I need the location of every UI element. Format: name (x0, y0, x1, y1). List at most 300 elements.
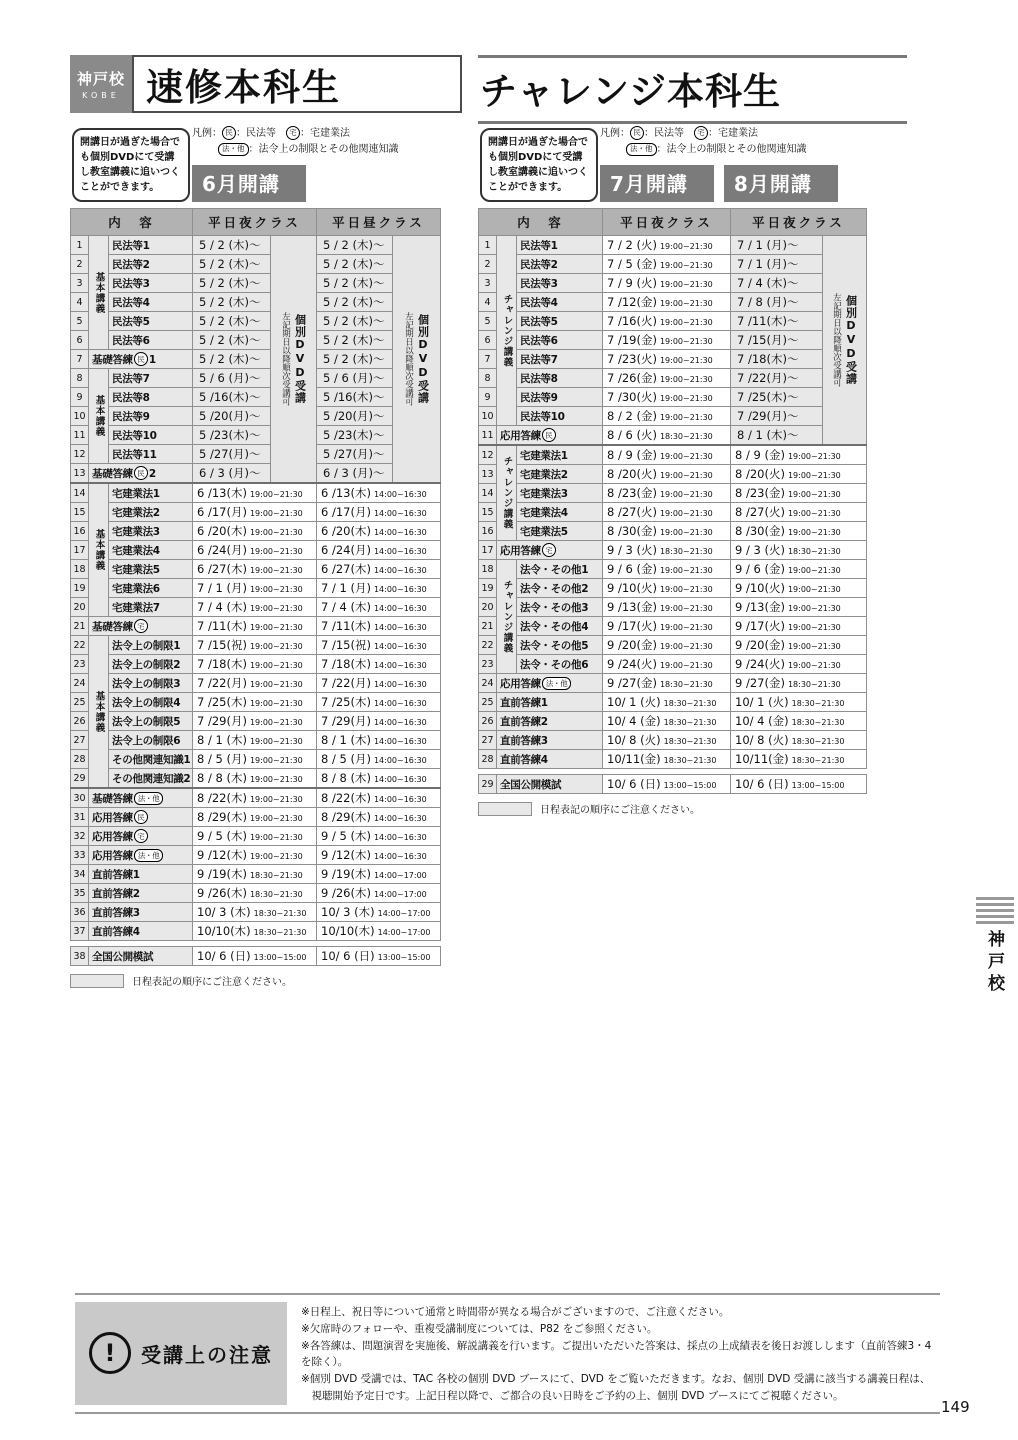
date-cell-day (317, 922, 441, 941)
time-text: 14:00~16:30 (373, 528, 427, 537)
table-row (479, 484, 867, 503)
table-row (71, 388, 441, 407)
date-text: 7 / 9 (火) (607, 276, 657, 290)
course-name-text: 民法等9 (112, 410, 150, 423)
date-cell-night (193, 750, 317, 769)
row-number-cell: 26 (71, 712, 89, 731)
course-name-text: 法令上の制限1 (112, 639, 181, 652)
course-name-text: 民法等5 (112, 315, 150, 328)
date-text: 9 / 6 (金) (607, 562, 657, 576)
course-name-text: 宅建業法2 (112, 506, 160, 519)
row-number-cell: 11 (71, 426, 89, 445)
row-number-cell: 29 (479, 775, 497, 794)
time-text: 14:00~16:30 (373, 833, 427, 842)
table-row (71, 312, 441, 331)
course-name-text: 法令・その他2 (520, 582, 589, 595)
date-text: 7 / 5 (金) (607, 257, 657, 271)
row-number-cell: 15 (71, 503, 89, 522)
legend-label: 凡例： (600, 128, 630, 139)
section-challenge (478, 55, 870, 816)
date-text: 9 /17(火) (735, 619, 785, 633)
table-row (479, 560, 867, 579)
course-name-text: 直前答練3 (500, 734, 548, 747)
date-cell-night (193, 636, 317, 655)
date-text: 10/ 4 (金) (735, 714, 789, 728)
date-cell-day (731, 636, 867, 655)
time-text: 19:00~21:30 (659, 642, 713, 651)
date-text: 9 /27(金) (607, 676, 657, 690)
table-footnote (70, 973, 441, 988)
date-cell-day (317, 598, 441, 617)
course-name-cell (89, 922, 193, 941)
date-cell-day (731, 560, 867, 579)
row-number-cell: 27 (71, 731, 89, 750)
course-name-text: 宅建業法1 (520, 449, 568, 462)
course-name-suffix: 1 (148, 353, 156, 366)
course-name-text: 民法等1 (112, 239, 150, 252)
date-text: 7 /11(木)～ (737, 314, 799, 328)
date-cell-day (317, 464, 393, 484)
header-class-day: 平日夜クラス (731, 209, 867, 236)
time-text: 14:00~17:00 (373, 890, 427, 899)
month-banners (192, 165, 316, 202)
course-name-text: 法令上の制限3 (112, 677, 181, 690)
notice-title-box (75, 1302, 287, 1405)
legend-item (630, 128, 684, 139)
date-text: 10/ 6 (日) (197, 949, 251, 963)
date-text: 6 / 3 (月)～ (199, 466, 261, 480)
date-cell-day (317, 750, 441, 769)
row-number-cell: 31 (71, 808, 89, 827)
legend-item-text: ：宅建業法 (300, 128, 350, 139)
legend-item-text: ：宅建業法 (708, 128, 758, 139)
time-text: 19:00~21:30 (249, 814, 303, 823)
table-row (71, 636, 441, 655)
course-name-text: 宅建業法5 (112, 563, 160, 576)
time-text: 19:00~21:30 (249, 852, 303, 861)
time-text: 14:00~16:30 (373, 661, 427, 670)
subject-badge: 宅 (286, 126, 300, 140)
date-cell-day (731, 426, 823, 446)
course-name-cell (109, 579, 193, 598)
course-name-cell (517, 388, 603, 407)
date-cell-day (317, 903, 441, 922)
course-name-text: 直前答練4 (92, 925, 140, 938)
date-text: 6 /13(木) (321, 486, 371, 500)
date-cell-night (193, 579, 317, 598)
table-row (71, 445, 441, 464)
date-text: 10/11(金) (735, 752, 789, 766)
date-cell-night (193, 369, 271, 388)
course-name-text: 民法等2 (112, 258, 150, 271)
date-text: 9 / 5 (木) (321, 829, 371, 843)
row-number-cell: 28 (71, 750, 89, 769)
dvd-note-cell (823, 236, 867, 446)
course-name-cell (109, 636, 193, 655)
time-text: 19:00~21:30 (659, 623, 713, 632)
table-row (71, 712, 441, 731)
date-cell-day (731, 484, 867, 503)
attendance-notice (75, 1293, 940, 1414)
date-text: 8 /29(木) (197, 810, 247, 824)
course-name-text: 民法等7 (112, 372, 150, 385)
date-text: 8 /22(木) (321, 791, 371, 805)
time-text: 14:00~16:30 (373, 737, 427, 746)
subject-badge: 法・他 (626, 143, 657, 156)
month-banner: 8月開講 (724, 165, 838, 202)
time-text: 14:00~16:30 (373, 775, 427, 784)
course-name-text: その他関連知識2 (112, 772, 191, 785)
date-cell-night (193, 522, 317, 541)
time-text: 19:00~21:30 (659, 337, 713, 346)
date-text: 10/ 3 (木) (321, 905, 375, 919)
time-text: 19:00~21:30 (659, 280, 713, 289)
course-name-cell (109, 712, 193, 731)
date-text: 9 /12(木) (197, 848, 247, 862)
row-number-cell: 37 (71, 922, 89, 941)
table-row (479, 775, 867, 794)
date-cell-night (193, 388, 271, 407)
row-number-cell: 15 (479, 503, 497, 522)
date-cell-night (193, 350, 271, 369)
date-text: 6 /20(木) (197, 524, 247, 538)
course-name-cell (109, 693, 193, 712)
row-number-cell: 1 (479, 236, 497, 255)
table-row (71, 350, 441, 369)
header-content: 内 容 (479, 209, 603, 236)
course-name-text: 宅建業法6 (112, 582, 160, 595)
date-cell-night (193, 922, 317, 941)
time-text: 19:00~21:30 (659, 471, 713, 480)
course-name-cell (109, 274, 193, 293)
date-cell-night (193, 693, 317, 712)
time-text: 14:00~16:30 (373, 852, 427, 861)
course-name-cell (517, 655, 603, 674)
course-name-cell (517, 255, 603, 274)
course-name-cell (109, 255, 193, 274)
time-text: 19:00~21:30 (787, 528, 841, 537)
table-row (71, 579, 441, 598)
date-cell-night (193, 903, 317, 922)
school-badge (70, 55, 132, 113)
group-label-cell: 基本講義 (89, 636, 109, 789)
date-cell-day (731, 617, 867, 636)
table-row (71, 846, 441, 865)
row-number-cell: 6 (479, 331, 497, 350)
row-number-cell: 19 (71, 579, 89, 598)
course-name-cell (109, 769, 193, 789)
subject-badge: 民 (630, 126, 644, 140)
date-cell-day (317, 769, 441, 789)
notice-note-line: ※各答練は、問題演習を実施後、解説講義を行います。ご提出いただいた答案は、採点の上成績表を後日お渡しします（直前答練3・4を除く）。 (301, 1339, 932, 1369)
date-text: 5 / 2 (木)～ (199, 352, 261, 366)
time-text: 19:00~21:30 (787, 604, 841, 613)
course-name-text: 民法等8 (112, 391, 150, 404)
table-row (479, 541, 867, 560)
course-name-text: 応用答練 (500, 429, 541, 442)
time-text: 19:00~21:30 (659, 299, 713, 308)
date-cell-day (317, 827, 441, 846)
shaded-cell-swatch (70, 974, 124, 988)
stripes-icon (976, 897, 1016, 924)
group-label-cell: 基本講義 (89, 483, 109, 617)
dvd-note-large: 個別DVD受講 (416, 314, 430, 404)
course-name-text: 民法等3 (112, 277, 150, 290)
date-cell-night (603, 255, 731, 274)
table-row (71, 236, 441, 255)
course-name-cell (89, 617, 193, 636)
date-cell-day (731, 369, 823, 388)
date-cell-night (193, 769, 317, 789)
row-number-cell: 25 (479, 693, 497, 712)
date-cell-night (603, 445, 731, 465)
date-text: 8 / 1 (木)～ (737, 428, 799, 442)
date-text: 5 / 2 (木)～ (199, 333, 261, 347)
row-number-cell: 10 (71, 407, 89, 426)
course-name-cell (89, 808, 193, 827)
row-number-cell: 20 (479, 598, 497, 617)
time-text: 19:00~21:30 (659, 509, 713, 518)
legend-item (222, 128, 276, 139)
date-text: 5 /20(月)～ (323, 409, 385, 423)
course-name-text: 直前答練1 (92, 868, 140, 881)
course-name-cell (89, 846, 193, 865)
table-row (479, 426, 867, 446)
row-number-cell: 14 (479, 484, 497, 503)
time-text: 18:30~21:30 (663, 756, 717, 765)
date-text: 7 /30(火) (607, 390, 657, 404)
course-name-cell (517, 598, 603, 617)
course-name-cell (517, 407, 603, 426)
time-text: 19:00~21:30 (659, 413, 713, 422)
table-row (479, 598, 867, 617)
subject-badge: 宅 (134, 829, 148, 843)
table-row (71, 483, 441, 503)
course-name-cell (517, 274, 603, 293)
course-name-text: 法令・その他6 (520, 658, 589, 671)
date-text: 5 /27(月)～ (199, 447, 261, 461)
date-text: 10/10(木) (197, 924, 251, 938)
date-text: 5 /16(木)～ (323, 390, 385, 404)
table-row (71, 503, 441, 522)
date-text: 9 /10(火) (607, 581, 657, 595)
row-number-cell: 4 (71, 293, 89, 312)
row-number-cell: 13 (479, 465, 497, 484)
course-name-text: 宅建業法3 (520, 487, 568, 500)
table-row (71, 255, 441, 274)
month-banner: 7月開講 (600, 165, 714, 202)
time-text: 18:30~21:30 (791, 756, 845, 765)
date-text: 7 /16(火) (607, 314, 657, 328)
row-number-cell: 38 (71, 947, 89, 966)
date-cell-day (731, 598, 867, 617)
row-number-cell: 29 (71, 769, 89, 789)
time-text: 13:00~15:00 (791, 781, 845, 790)
date-text: 8 / 8 (木) (321, 771, 371, 785)
date-text: 7 / 1 (月) (197, 581, 247, 595)
time-text: 14:00~16:30 (373, 756, 427, 765)
table-row (479, 579, 867, 598)
table-row (71, 769, 441, 789)
row-number-cell: 2 (71, 255, 89, 274)
legend-item-text: ：法令上の制限とその他関連知識 (248, 144, 399, 155)
date-cell-night (193, 712, 317, 731)
course-name-cell (517, 503, 603, 522)
table-row (479, 522, 867, 541)
course-name-cell (109, 369, 193, 388)
time-text: 19:00~21:30 (659, 261, 713, 270)
time-text: 14:00~17:00 (373, 871, 427, 880)
date-text: 5 /27(月)～ (323, 447, 385, 461)
row-number-cell: 30 (71, 788, 89, 808)
date-cell-day (731, 775, 867, 794)
date-text: 9 /12(木) (321, 848, 371, 862)
date-cell-night (603, 388, 731, 407)
date-cell-day (317, 522, 441, 541)
date-cell-night (603, 598, 731, 617)
table-row (479, 617, 867, 636)
date-text: 9 /17(火) (607, 619, 657, 633)
table-row (71, 522, 441, 541)
legend-row (600, 126, 817, 142)
course-name-cell (109, 445, 193, 464)
row-number-cell: 9 (71, 388, 89, 407)
table-row (71, 560, 441, 579)
time-text: 18:30~21:30 (663, 737, 717, 746)
date-text: 5 / 2 (木)～ (199, 238, 261, 252)
date-text: 7 / 4 (木) (197, 600, 247, 614)
time-text: 14:00~16:30 (373, 585, 427, 594)
table-row (479, 693, 867, 712)
course-name-suffix: 2 (148, 467, 156, 480)
course-name-text: 直前答練2 (92, 887, 140, 900)
table-row (71, 274, 441, 293)
date-cell-night (603, 484, 731, 503)
footnote-text: 日程表記の順序にご注意ください。 (540, 805, 700, 816)
group-label-cell: チャレンジ講義 (497, 236, 517, 426)
course-name-text: 直前答練2 (500, 715, 548, 728)
date-text: 7 / 8 (月)～ (737, 295, 799, 309)
header-row (71, 209, 441, 236)
date-text: 9 /27(金) (735, 676, 785, 690)
date-cell-day (731, 293, 823, 312)
date-cell-night (193, 884, 317, 903)
course-name-text: 民法等10 (112, 429, 157, 442)
row-number-cell: 3 (479, 274, 497, 293)
row-number-cell: 8 (71, 369, 89, 388)
time-text: 19:00~21:30 (659, 375, 713, 384)
course-name-text: 宅建業法2 (520, 468, 568, 481)
course-name-cell (109, 750, 193, 769)
time-text: 19:00~21:30 (787, 642, 841, 651)
subject-badge: 民 (222, 126, 236, 140)
time-text: 18:30~21:30 (659, 680, 713, 689)
row-number-cell: 25 (71, 693, 89, 712)
course-name-text: その他関連知識1 (112, 753, 191, 766)
date-cell-day (317, 312, 393, 331)
date-text: 7 /11(木) (321, 619, 371, 633)
date-cell-night (193, 331, 271, 350)
table-row (479, 465, 867, 484)
time-text: 19:00~21:30 (659, 604, 713, 613)
time-text: 14:00~16:30 (373, 699, 427, 708)
table-row (479, 293, 867, 312)
date-cell-day (317, 846, 441, 865)
date-cell-day (731, 579, 867, 598)
date-cell-day (731, 445, 867, 465)
time-text: 18:30~21:30 (663, 699, 717, 708)
date-text: 5 / 2 (木)～ (323, 295, 385, 309)
time-text: 19:00~21:30 (249, 756, 303, 765)
table-row (71, 947, 441, 966)
date-cell-day (317, 884, 441, 903)
dvd-note-cell (393, 236, 441, 484)
date-text: 8 / 9 (金) (735, 448, 785, 462)
subject-badge: 法・他 (134, 792, 164, 805)
course-name-cell (497, 750, 603, 769)
date-cell-night (603, 731, 731, 750)
time-text: 14:00~16:30 (373, 814, 427, 823)
date-cell-day (317, 579, 441, 598)
date-text: 6 /27(木) (197, 562, 247, 576)
date-text: 9 /13(金) (607, 600, 657, 614)
date-text: 9 /19(木) (321, 867, 371, 881)
time-text: 19:00~21:30 (249, 604, 303, 613)
time-text: 18:30~21:30 (787, 680, 841, 689)
table-row (479, 369, 867, 388)
course-name-text: 法令上の制限6 (112, 734, 181, 747)
legend-row (192, 142, 409, 158)
course-name-text: 応用答練 (500, 544, 541, 557)
date-cell-day (731, 312, 823, 331)
date-text: 7 /18(木)～ (737, 352, 799, 366)
dvd-note-small: 左記期日以降順次受講可 (403, 312, 414, 406)
date-text: 8 / 6 (火) (607, 428, 657, 442)
month-banner: 6月開講 (192, 165, 306, 202)
date-text: 7 /29(月) (321, 714, 371, 728)
course-name-text: 応用答練 (92, 849, 133, 862)
date-text: 8 /23(金) (607, 486, 657, 500)
date-text: 8 / 1 (木) (197, 733, 247, 747)
date-text: 9 / 5 (木) (197, 829, 247, 843)
date-cell-day (317, 236, 393, 255)
course-name-cell (89, 350, 193, 369)
time-text: 14:00~16:30 (373, 490, 427, 499)
date-cell-day (317, 407, 393, 426)
course-name-text: 宅建業法4 (112, 544, 160, 557)
row-number-cell: 5 (479, 312, 497, 331)
row-number-cell: 14 (71, 483, 89, 503)
group-label-cell: チャレンジ講義 (497, 445, 517, 541)
date-text: 7 /29(月)～ (737, 409, 799, 423)
date-cell-night (603, 674, 731, 693)
legend-item-text: ：法令上の制限とその他関連知識 (656, 144, 807, 155)
course-name-text: 基礎答練 (92, 353, 133, 366)
date-text: 8 /29(木) (321, 810, 371, 824)
table-row (71, 808, 441, 827)
course-name-cell (517, 522, 603, 541)
notice-title: 受講上の注意 (141, 1342, 273, 1367)
time-text: 19:00~21:30 (249, 833, 303, 842)
dvd-note-small: 左記期日以降順次受講可 (280, 312, 291, 406)
date-cell-day (317, 636, 441, 655)
table-row (71, 293, 441, 312)
table-row (71, 827, 441, 846)
time-text: 19:00~21:30 (249, 795, 303, 804)
course-name-text: 民法等11 (112, 448, 157, 461)
time-text: 19:00~21:30 (659, 394, 713, 403)
legend-item-text: ：民法等 (236, 128, 276, 139)
